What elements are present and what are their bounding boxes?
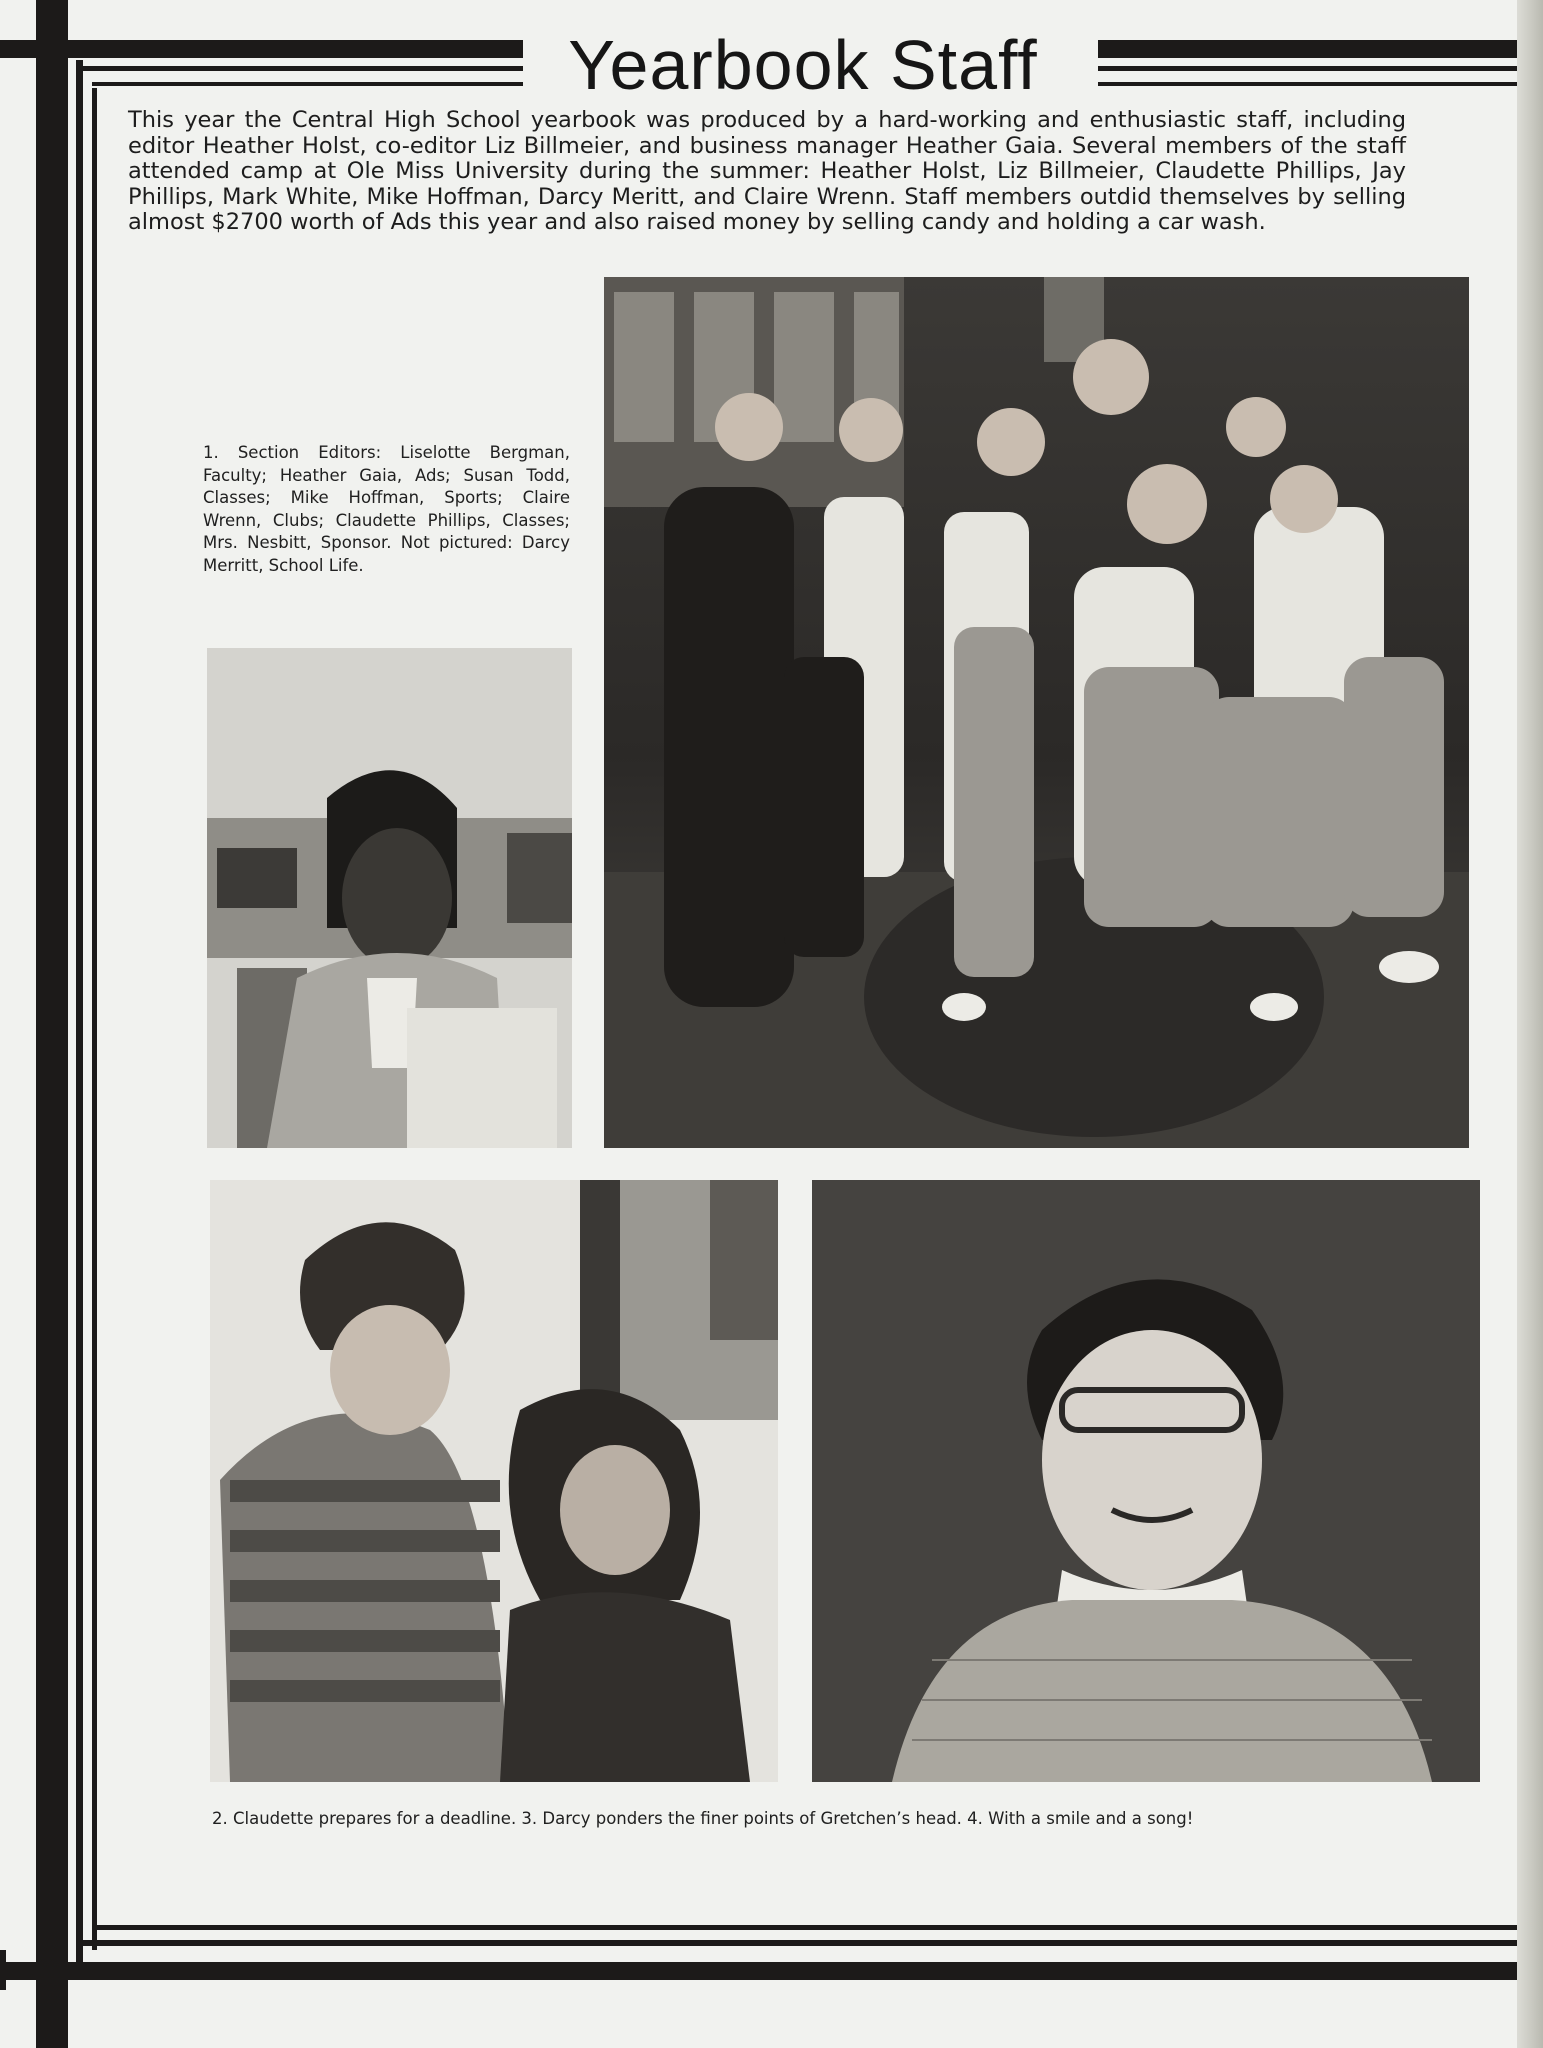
- photo-darcy-gretchen: [210, 1180, 778, 1782]
- frame-top-line-left: [76, 66, 524, 71]
- frame-bottom-line-inner: [92, 1925, 1518, 1930]
- page-title: Yearbook Staff: [568, 26, 1038, 104]
- frame-top-line2-left: [92, 82, 524, 86]
- photo-smile-and-song: [812, 1180, 1480, 1782]
- frame-top-line-right: [1098, 66, 1518, 71]
- frame-left-bar-inner2: [92, 88, 97, 1950]
- photo-claudette-deadline: [207, 648, 572, 1148]
- photo-group-section-editors: [604, 277, 1469, 1148]
- page-edge-shadow: [1517, 0, 1543, 2048]
- frame-bottom-line-mid: [76, 1940, 1518, 1946]
- caption-photo-1: 1. Section Editors: Liselotte Bergman, Faculty; Heather Gaia, Ads; Susan Todd, Classes; Mike Hoffman, Sports; Claire Wrenn, Clubs; Claudette Phillips, Classes; Mrs. Nesbitt, Sponsor. Not pictured: Darcy Merritt, School Life.: [203, 443, 570, 575]
- frame-left-bar-inner: [76, 60, 83, 1965]
- caption-photos-2-4: 2. Claudette prepares for a deadline. 3. Darcy ponders the finer points of Gretchen’s head. 4. With a smile and a song!: [212, 1809, 1194, 1828]
- binding-mark: [0, 1950, 6, 1990]
- frame-bottom-bar: [0, 1962, 1518, 1980]
- intro-paragraph: This year the Central High School yearbook was produced by a hard-working and enthusiastic staff, including editor Heather Holst, co-editor Liz Billmeier, and business manager Heather Gaia. Several members of the staff attended camp at Ole Miss University during the summer: Heather Holst, Liz Billmeier, Claudette Phillips, Jay Phillips, Mark White, Mike Hoffman, Darcy Meritt, and Claire Wrenn. Staff members outdid themselves by selling almost $2700 worth of Ads this year and also raised money by selling candy and holding a car wash.: [128, 107, 1406, 235]
- frame-left-bar-outer: [36, 0, 68, 2048]
- frame-top-bar-right: [1098, 40, 1518, 58]
- title-box: [523, 28, 1083, 102]
- frame-top-line2-right: [1098, 82, 1518, 86]
- frame-top-bar-left: [0, 40, 524, 58]
